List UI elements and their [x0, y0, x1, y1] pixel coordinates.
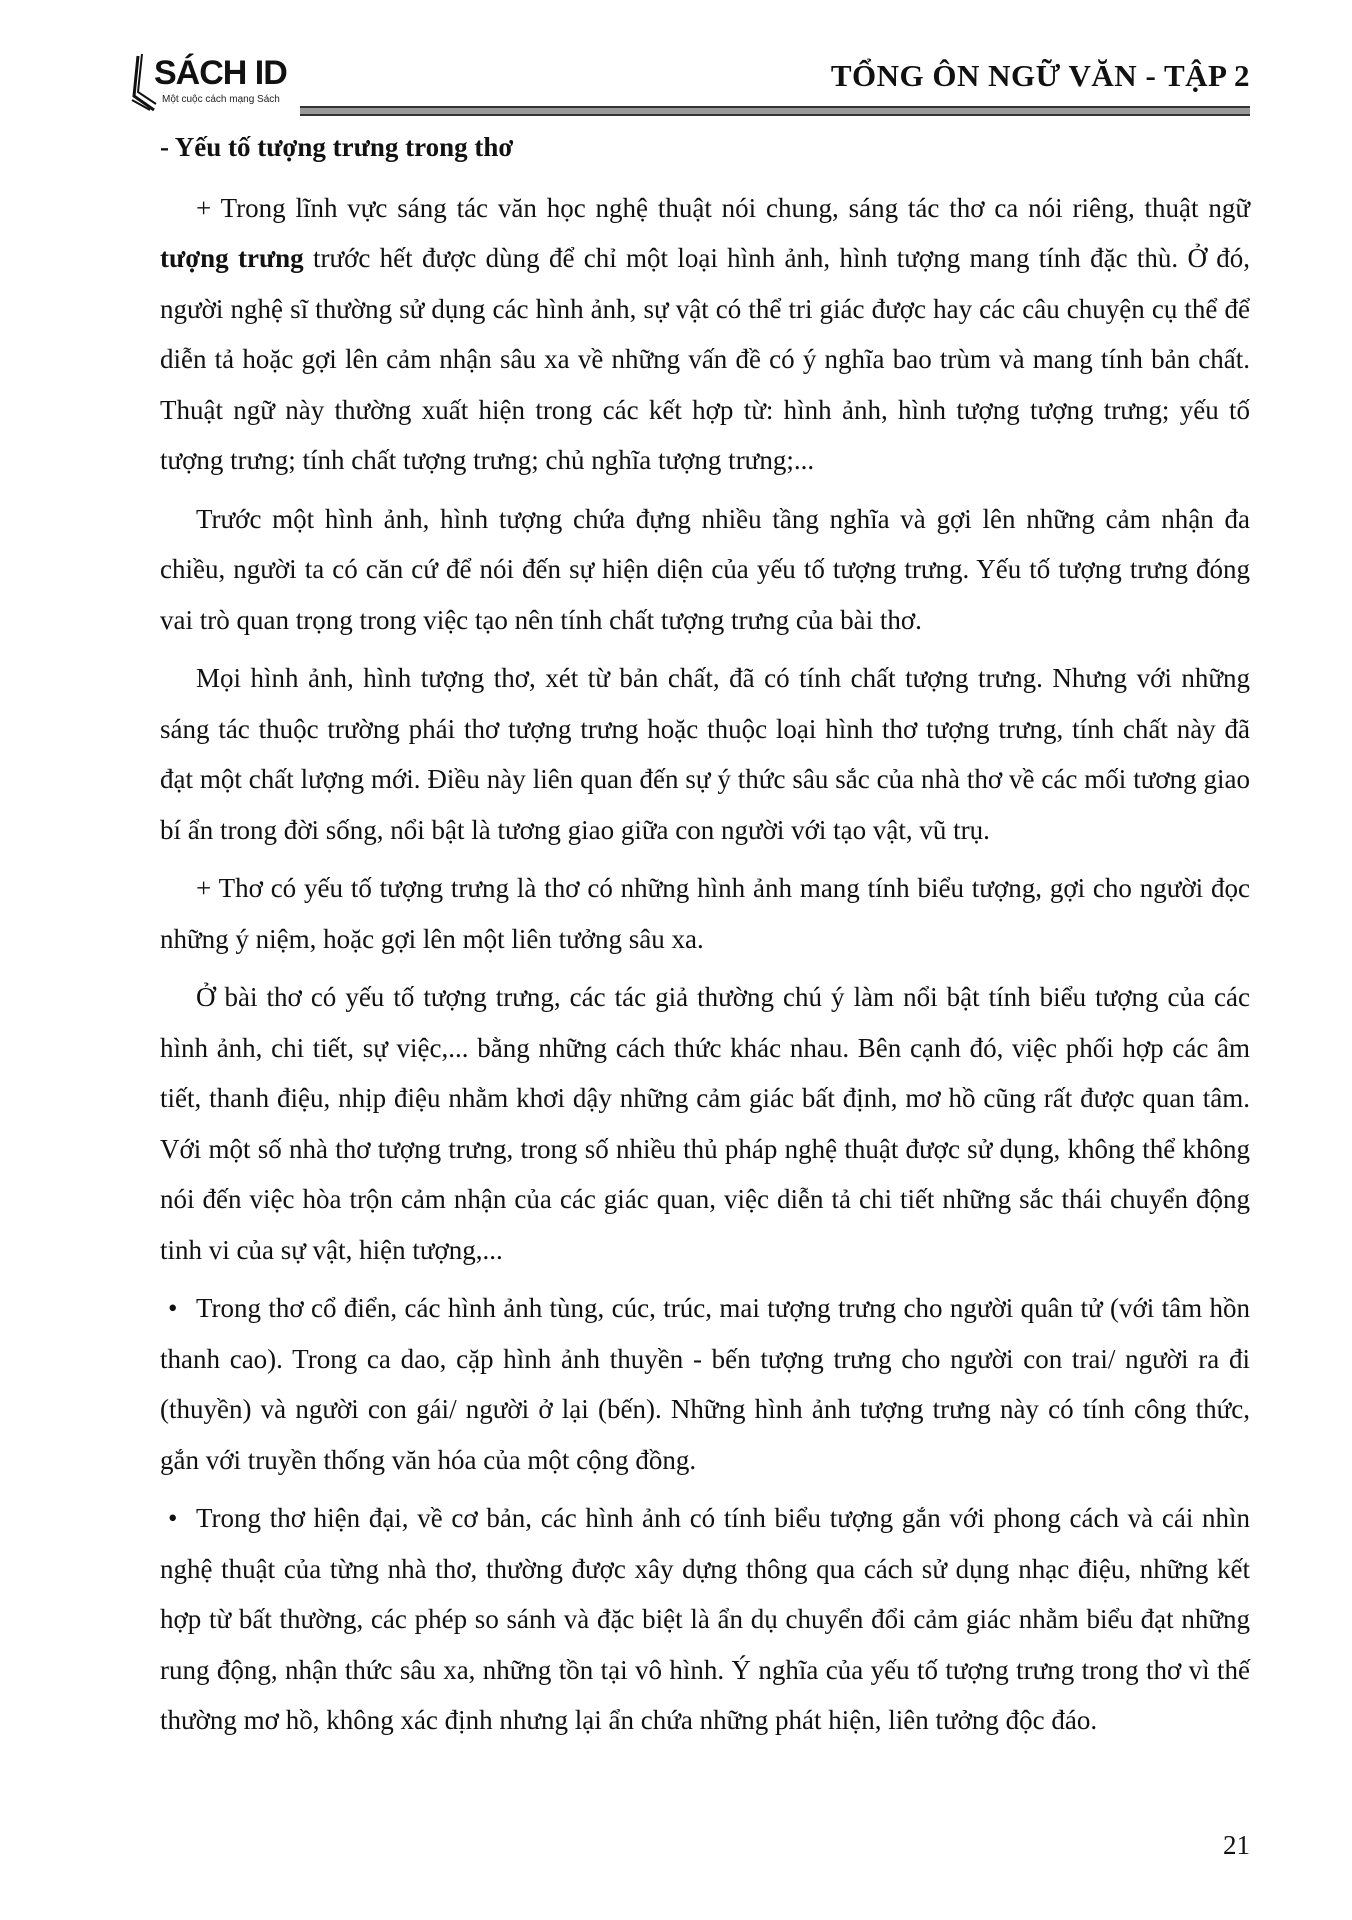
bold-term: tượng trưng: [160, 243, 304, 273]
logo-text: SÁCH ID: [154, 54, 287, 92]
sach-id-logo: [128, 52, 318, 112]
paragraph: Trước một hình ảnh, hình tượng chứa đựng nhiều tầng nghĩa và gợi lên những cảm nhận đa chiều, người ta có căn cứ để nói đến sự hiện diện của yếu tố tượng trưng. Yếu tố tượng trưng đóng vai trò quan trọng trong việc tạo nên tính chất tượng trưng của bài thơ.: [160, 503, 1250, 635]
bullet-item: • Trong thơ cổ điển, các hình ảnh tùng, cúc, trúc, mai tượng trưng cho người quân tử (với tâm hồn thanh cao). Trong ca dao, cặp hình ảnh thuyền - bến tượng trưng cho người con trai/ người ra đi (thuyền) và người con gái/ người ở lại (bến). Những hình ảnh tượng trưng này có tính công thức, gắn với truyền thống văn hóa của một cộng đồng.: [160, 1283, 1250, 1485]
logo-tagline: Một cuộc cách mạng Sách: [162, 94, 280, 105]
page-number: 21: [1223, 1830, 1250, 1860]
paragraph: + Trong lĩnh vực sáng tác văn học nghệ thuật nói chung, sáng tác thơ ca nói riêng, thuật ngữ tượng trưng trước hết được dùng để chỉ một loại hình ảnh, hình tượng mang tính đặc thù. Ở đó, người nghệ sĩ thường sử dụng các hình ảnh, sự vật có thể tri giác được hay các câu chuyện cụ thể để diễn tả hoặc gợi lên cảm nhận sâu xa về những vấn đề có ý nghĩa bao trùm và mang tính bản chất. Thuật ngữ này thường xuất hiện trong các kết hợp từ: hình ảnh, hình tượng tượng trưng; yếu tố tượng trưng; tính chất tượng trưng; chủ nghĩa tượng trưng;...: [160, 192, 1250, 475]
bullet-icon: •: [168, 1293, 178, 1323]
book-title: TỔNG ÔN NGỮ VĂN - TẬP 2: [830, 58, 1250, 93]
bullet-item: • Trong thơ hiện đại, về cơ bản, các hình ảnh có tính biểu tượng gắn với phong cách và cái nhìn nghệ thuật của từng nhà thơ, thường được xây dựng thông qua cách sử dụng nhạc điệu, những kết hợp từ bất thường, các phép so sánh và đặc biệt là ẩn dụ chuyển đổi cảm giác nhằm biểu đạt những rung động, nhận thức sâu xa, những tồn tại vô hình. Ý nghĩa của yếu tố tượng trưng trong thơ vì thế thường mơ hồ, không xác định nhưng lại ẩn chứa những phát hiện, liên tưởng độc đáo.: [160, 1493, 1250, 1746]
paragraph: + Thơ có yếu tố tượng trưng là thơ có những hình ảnh mang tính biểu tượng, gợi cho người đọc những ý niệm, hoặc gợi lên một liên tưởng sâu xa.: [160, 873, 1250, 954]
section-heading: - Yếu tố tượng trưng trong thơ: [160, 132, 514, 162]
paragraph: Mọi hình ảnh, hình tượng thơ, xét từ bản chất, đã có tính chất tượng trưng. Nhưng với những sáng tác thuộc trường phái thơ tượng trưng hoặc thuộc loại hình thơ tượng trưng, tính chất này đã đạt một chất lượng mới. Điều này liên quan đến sự ý thức sâu sắc của nhà thơ về các mối tương giao bí ẩn trong đời sống, nổi bật là tương giao giữa con người với tạo vật, vũ trụ.: [160, 663, 1250, 845]
paragraph: Ở bài thơ có yếu tố tượng trưng, các tác giả thường chú ý làm nổi bật tính biểu tượng của các hình ảnh, chi tiết, sự việc,... bằng những cách thức khác nhau. Bên cạnh đó, việc phối hợp các âm tiết, thanh điệu, nhịp điệu nhằm khơi dậy những cảm giác bất định, mơ hồ cũng rất được quan tâm. Với một số nhà thơ tượng trưng, trong số nhiều thủ pháp nghệ thuật được sử dụng, không thể không nói đến việc hòa trộn cảm nhận của các giác quan, việc diễn tả chi tiết những sắc thái chuyển động tinh vi của sự vật, hiện tượng,...: [160, 982, 1250, 1265]
page-content: [160, 122, 1250, 1754]
bullet-icon: •: [168, 1503, 178, 1533]
header-divider: [300, 106, 1250, 116]
